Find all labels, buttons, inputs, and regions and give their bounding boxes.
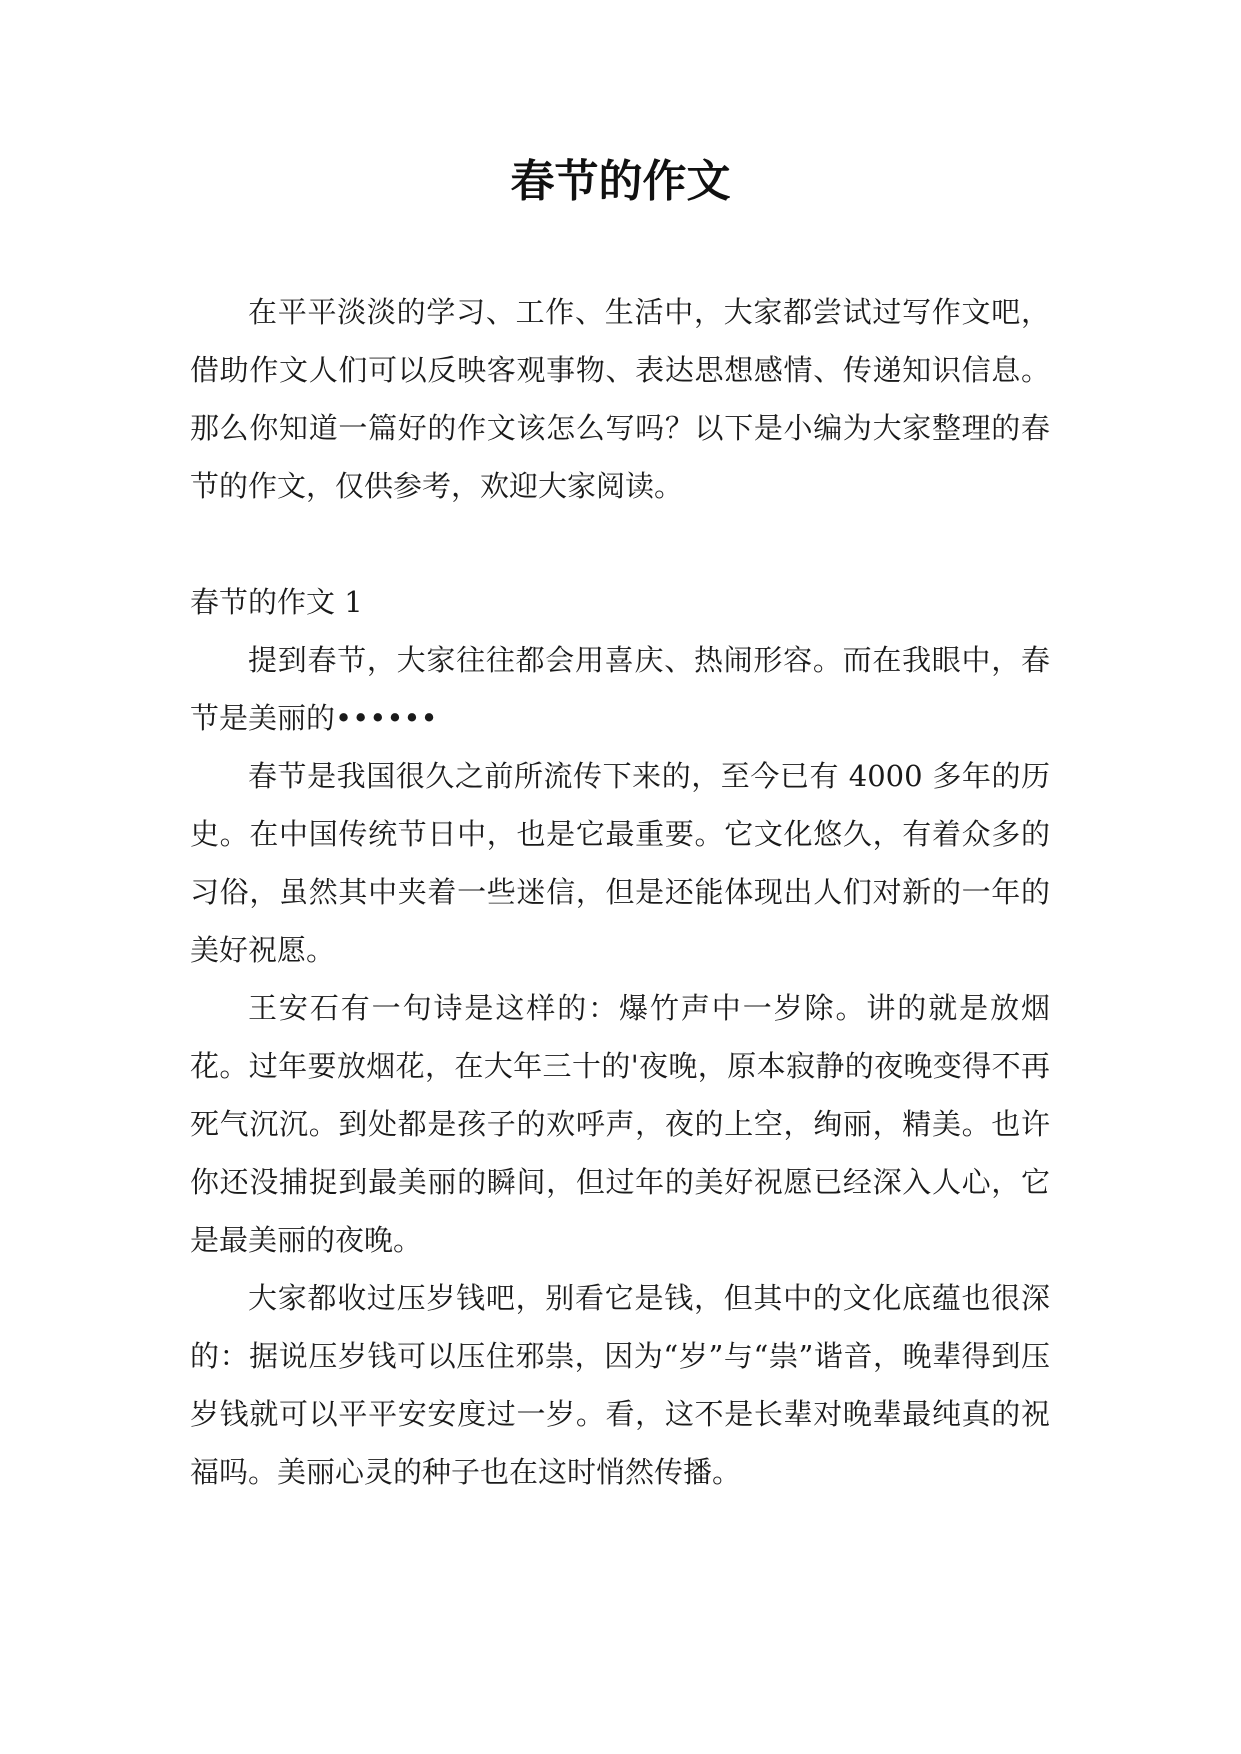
paragraph: 大家都收过压岁钱吧，别看它是钱，但其中的文化底蕴也很深的：据说压岁钱可以压住邪祟，因为“岁”与“祟”谐音，晚辈得到压岁钱就可以平平安安度过一岁。看，这不是长辈对晚辈最纯真的祝福吗。美丽心灵的种子也在这时悄然传播。 [190,1281,1050,1489]
paragraph: 提到春节，大家往往都会用喜庆、热闹形容。而在我眼中，春节是美丽的•••••• [190,643,1050,735]
intro-paragraph: 在平平淡淡的学习、工作、生活中，大家都尝试过写作文吧，借助作文人们可以反映客观事物、表达思想感情、传递知识信息。那么你知道一篇好的作文该怎么写吗？以下是小编为大家整理的春节的作文，仅供参考，欢迎大家阅读。 [190,295,1050,503]
section-heading: 春节的作文 1 [190,585,363,619]
paragraph: 王安石有一句诗是这样的：爆竹声中一岁除。讲的就是放烟花。过年要放烟花，在大年三十的'夜晚，原本寂静的夜晚变得不再死气沉沉。到处都是孩子的欢呼声，夜的上空，绚丽，精美。也许你还没捕捉到最美丽的瞬间，但过年的美好祝愿已经深入人心，它是最美丽的夜晚。 [190,991,1050,1257]
paragraph: 春节是我国很久之前所流传下来的，至今已有 4000 多年的历史。在中国传统节日中，也是它最重要。它文化悠久，有着众多的习俗，虽然其中夹着一些迷信，但是还能体现出人们对新的一年的美好祝愿。 [190,759,1050,967]
document-body [190,283,1050,1501]
page-title: 春节的作文 [510,156,731,207]
